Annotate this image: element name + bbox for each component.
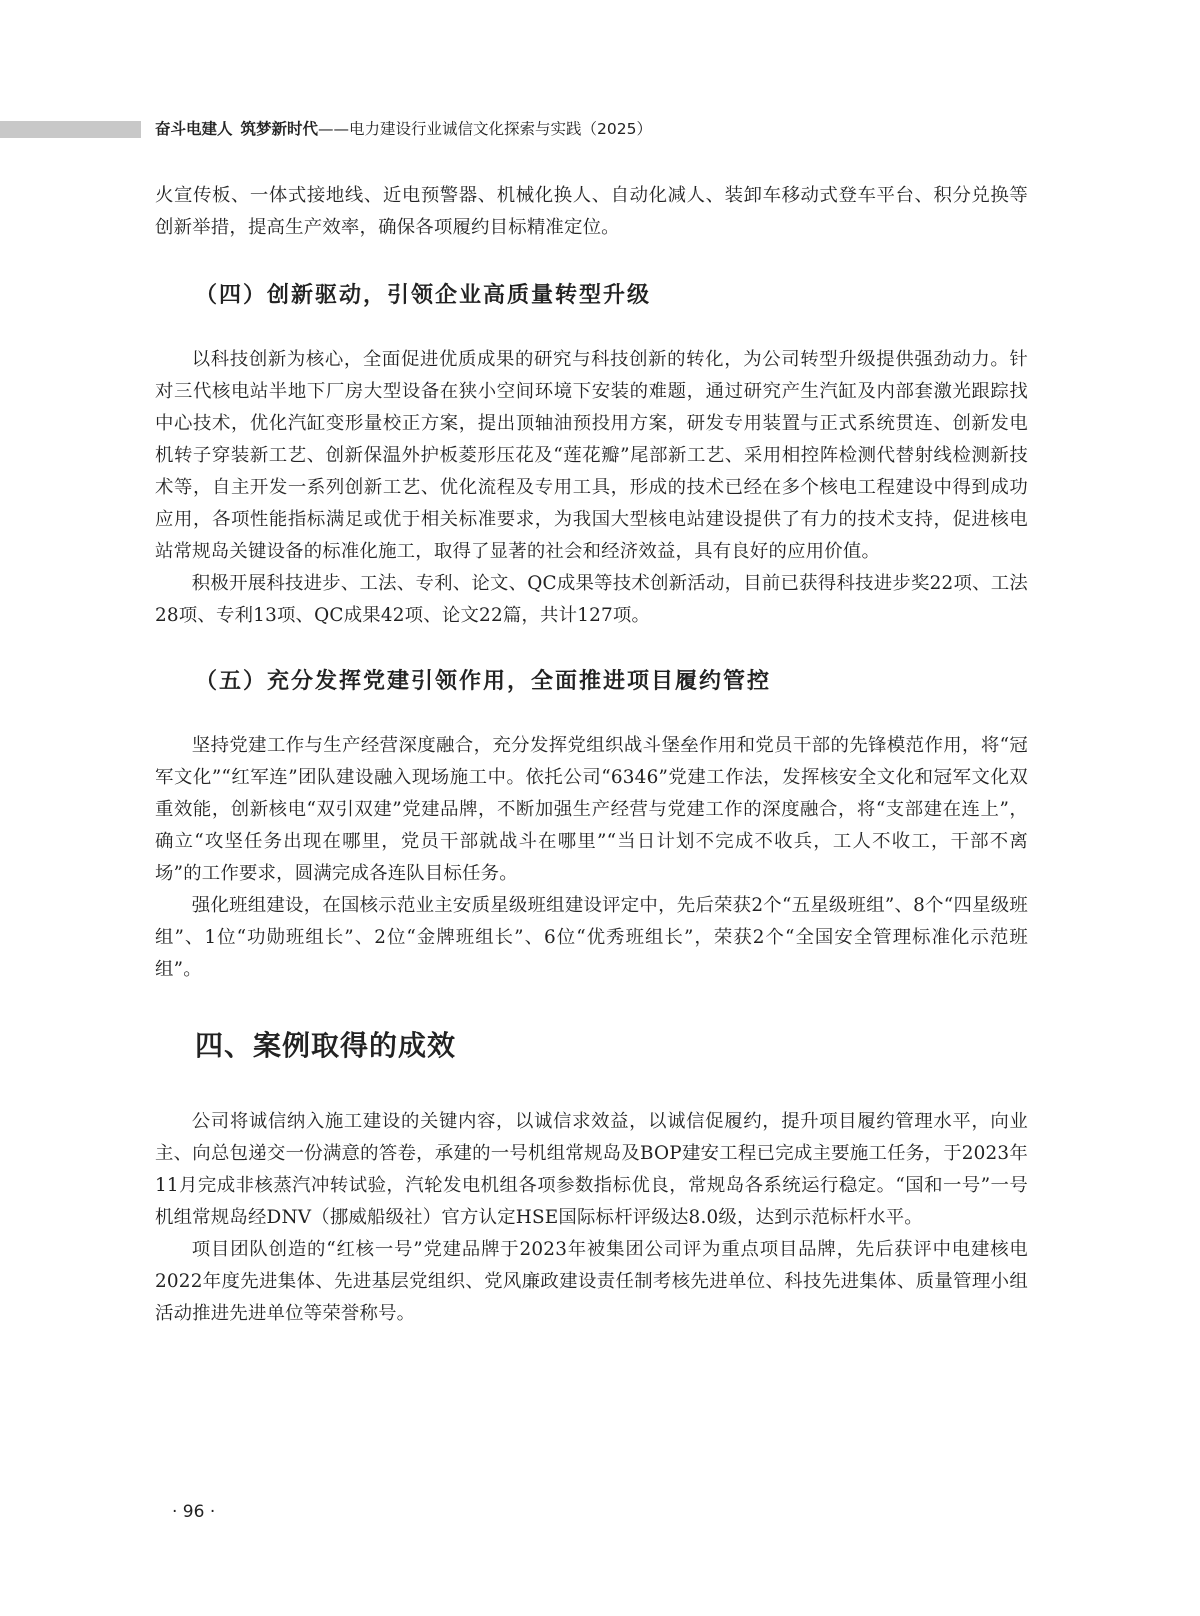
paragraph: 积极开展科技进步、工法、专利、论文、QC成果等技术创新活动，目前已获得科技进步奖22项、工法28项、专利13项、QC成果42项、论文22篇，共计127项。 — [155, 573, 1028, 626]
paragraph: 公司将诚信纳入施工建设的关键内容，以诚信求效益，以诚信促履约，提升项目履约管理水平，向业主、向总包递交一份满意的答卷，承建的一号机组常规岛及BOP建安工程已完成主要施工任务，于2023年11月完成非核蒸汽冲转试验，汽轮发电机组各项参数指标优良，常规岛各系统运行稳定。“国和一号”一号机组常规岛经DNV（挪威船级社）官方认定HSE国际标杆评级达8.0级，达到示范标杆水平。 — [155, 1111, 1028, 1228]
page-number: · 96 · — [172, 1502, 216, 1522]
running-head-bar — [0, 121, 141, 138]
subsection-heading-4: （四）创新驱动，引领企业高质量转型升级 — [195, 282, 652, 308]
section-heading-4: 四、案例取得的成效 — [195, 1029, 457, 1062]
subsection-heading-5: （五）充分发挥党建引领作用，全面推进项目履约管控 — [195, 668, 772, 694]
continuation-paragraph: 火宣传板、一体式接地线、近电预警器、机械化换人、自动化减人、装卸车移动式登车平台、积分兑换等创新举措，提高生产效率，确保各项履约目标精准定位。 — [155, 185, 1028, 238]
paragraph: 以科技创新为核心，全面促进优质成果的研究与科技创新的转化，为公司转型升级提供强劲动力。针对三代核电站半地下厂房大型设备在狭小空间环境下安装的难题，通过研究产生汽缸及内部套激光跟踪找中心技术，优化汽缸变形量校正方案，提出顶轴油预投用方案，研发专用装置与正式系统贯连、创新发电机转子穿装新工艺、创新保温外护板菱形压花及“莲花瓣”尾部新工艺、采用相控阵检测代替射线检测新技术等，自主开发一系列创新工艺、优化流程及专用工具，形成的技术已经在多个核电工程建设中得到成功应用，各项性能指标满足或优于相关标准要求，为我国大型核电站建设提供了有力的技术支持，促进核电站常规岛关键设备的标准化施工，取得了显著的社会和经济效益，具有良好的应用价值。 — [155, 349, 1028, 562]
running-head-title-part2: 筑梦新时代 — [240, 120, 319, 138]
paragraph: 项目团队创造的“红核一号”党建品牌于2023年被集团公司评为重点项目品牌，先后获评中电建核电2022年度先进集体、先进基层党组织、党风廉政建设责任制考核先进单位、科技先进集体、质量管理小组活动推进先进单位等荣誉称号。 — [155, 1239, 1028, 1324]
paragraph: 坚持党建工作与生产经营深度融合，充分发挥党组织战斗堡垒作用和党员干部的先锋模范作用，将“冠军文化”“红军连”团队建设融入现场施工中。依托公司“6346”党建工作法，发挥核安全文化和冠军文化双重效能，创新核电“双引双建”党建品牌，不断加强生产经营与党建工作的深度融合，将“支部建在连上”，确立“攻坚任务出现在哪里，党员干部就战斗在哪里”“当日计划不完成不收兵，工人不收工，干部不离场”的工作要求，圆满完成各连队目标任务。 — [155, 735, 1028, 884]
page-content — [155, 180, 1028, 1330]
running-head-title-part1: 奋斗电建人 — [155, 120, 233, 138]
paragraph: 强化班组建设，在国核示范业主安质星级班组建设评定中，先后荣获2个“五星级班组”、8个“四星级班组”、1位“功勋班组长”、2位“金牌班组长”、6位“优秀班组长”，荣获2个“全国安全管理标准化示范班组”。 — [155, 895, 1028, 980]
running-head-subtitle: ——电力建设行业诚信文化探索与实践（2025） — [318, 120, 652, 138]
running-head — [155, 118, 652, 140]
